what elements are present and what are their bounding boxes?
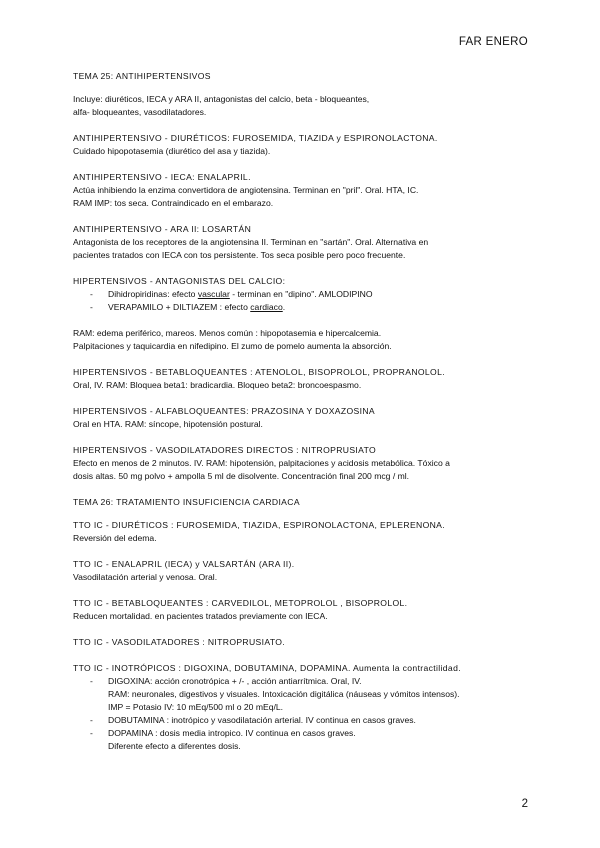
paragraph-line: Vasodilatación arterial y venosa. Oral. [73,572,218,582]
paragraph-line: Reducen mortalidad. en pacientes tratados previamente con IECA. [73,611,328,621]
paragraph-line: Actúa inhibiendo la enzima convertidora de angiotensina. Terminan en "pril". Oral. HTA, IC. [73,185,419,195]
subsection-title: TTO IC - DIURÉTICOS : FUROSEMIDA, TIAZIDA, ESPIRONOLACTONA, EPLERENONA. [73,520,445,530]
paragraph-line: Efecto en menos de 2 minutos. IV. RAM: hipotensión, palpitaciones y acidosis metabólica. Tóxico a [73,458,450,468]
subsection-title: TTO IC - BETABLOQUEANTES : CARVEDILOL, METOPROLOL , BISOPROLOL. [73,598,408,608]
underlined-term: cardiaco [250,302,283,312]
subsection-title: ANTIHIPERTENSIVO - DIURÉTICOS: FUROSEMIDA, TIAZIDA y ESPIRONOLACTONA. [73,133,438,143]
paragraph-line: Palpitaciones y taquicardia en nifedipino. El zumo de pomelo aumenta la absorción. [73,341,392,351]
list-item-continuation: Diferente efecto a diferentes dosis. [108,741,241,751]
paragraph-line: Cuidado hipopotasemia (diurético del asa y tiazida). [73,146,271,156]
bullet-dash: - [90,715,93,725]
list-item: - DOPAMINA : dosis media intropico. IV continua en casos graves. [90,728,356,738]
subsection-title: TTO IC - INOTRÓPICOS : DIGOXINA, DOBUTAMINA, DOPAMINA. Aumenta la contractilidad. [73,663,461,673]
document-body [73,70,533,753]
bullet-dash: - [90,302,93,312]
bullet-dash: - [90,289,93,299]
subsection-title: ANTIHIPERTENSIVO - IECA: ENALAPRIL. [73,172,251,182]
subsection-title: HIPERTENSIVOS - ALFABLOQUEANTES: PRAZOSINA Y DOXAZOSINA [73,406,375,416]
underlined-term: vascular [197,289,230,299]
subsection-title: HIPERTENSIVOS - ANTAGONISTAS DEL CALCIO: [73,276,286,286]
paragraph-line: Reversión del edema. [73,533,157,543]
section-title-tema25: TEMA 25: ANTIHIPERTENSIVOS [73,71,211,81]
paragraph-line: pacientes tratados con IECA con tos persistente. Tos seca posible pero poco frecuente. [73,250,406,260]
paragraph-line: RAM: edema periférico, mareos. Menos común : hipopotasemia e hipercalcemia. [73,328,382,338]
page-number: 2 [521,798,528,810]
paragraph-line: Antagonista de los receptores de la angiotensina II. Terminan en "sartán". Oral. Alternativa en [73,237,429,247]
subsection-title: ANTIHIPERTENSIVO - ARA II: LOSARTÁN [73,224,252,234]
paragraph-line: RAM IMP: tos seca. Contraindicado en el embarazo. [73,198,274,208]
list-item: - Dihidropiridinas: efecto vascular - terminan en "dipino". AMLODIPINO [90,289,373,299]
section-title-tema26: TEMA 26: TRATAMIENTO INSUFICIENCIA CARDIACA [73,497,300,507]
paragraph-line: dosis altas. 50 mg polvo + ampolla 5 ml de disolvente. Concentración final 200 mcg / ml. [73,471,410,481]
list-item-continuation: IMP = Potasio IV: 10 mEq/500 ml o 20 mEq/L. [108,702,284,712]
list-item-continuation: RAM: neuronales, digestivos y visuales. Intoxicación digitálica (náuseas y vómitos intensos). [108,689,460,699]
intro-line-1: Incluye: diuréticos, IECA y ARA II, antagonistas del calcio, beta - bloqueantes, [73,94,370,104]
list-item: - DOBUTAMINA : inotrópico y vasodilatación arterial. IV continua en casos graves. [90,715,416,725]
paragraph-line: Oral en HTA. RAM: síncope, hipotensión postural. [73,419,263,429]
intro-line-2: alfa- bloqueantes, vasodilatadores. [73,107,207,117]
subsection-title: TTO IC - ENALAPRIL (IECA) y VALSARTÁN (ARA II). [73,559,295,569]
subsection-title: HIPERTENSIVOS - VASODILATADORES DIRECTOS : NITROPRUSIATO [73,445,377,455]
bullet-dash: - [90,728,93,738]
page-header: FAR ENERO [458,36,528,48]
list-item: - DIGOXINA: acción cronotrópica + /- , acción antiarrítmica. Oral, IV. [90,676,362,686]
subsection-title: TTO IC - VASODILATADORES : NITROPRUSIATO. [73,637,286,647]
subsection-title: HIPERTENSIVOS - BETABLOQUEANTES : ATENOLOL, BISOPROLOL, PROPRANOLOL. [73,367,445,377]
bullet-dash: - [90,676,93,686]
paragraph-line: Oral, IV. RAM: Bloquea beta1: bradicardia. Bloqueo beta2: broncoespasmo. [73,380,362,390]
list-item: - VERAPAMILO + DILTIAZEM : efecto cardiaco. [90,302,286,312]
